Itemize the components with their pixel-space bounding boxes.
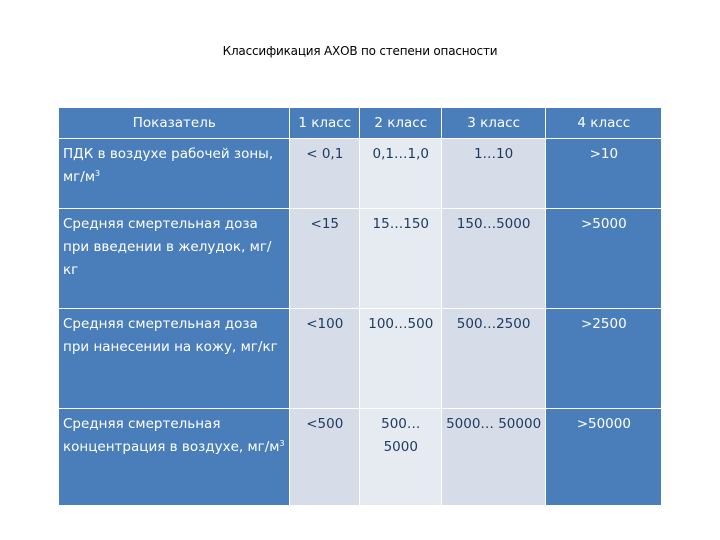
row-label: Средняя смертельная доза при нанесении на кожу, мг/кг — [59, 309, 290, 409]
row-label: Средняя смертельная концентрация в воздухе, $мг/м^3$ — [59, 409, 290, 506]
table-cell: 150…5000 — [441, 209, 545, 309]
table-cell: 500…2500 — [441, 309, 545, 409]
table-cell: >10 — [545, 139, 661, 209]
table-cell: 0,1…1,0 — [359, 139, 441, 209]
hazard-classification-table — [58, 107, 662, 506]
table-cell: 1…10 — [441, 139, 545, 209]
row-label: ПДК в воздухе рабочей зоны, $мг/м^3$ — [59, 139, 290, 209]
column-header-class-1: 1 класс — [289, 108, 359, 139]
table-cell: >50000 — [545, 409, 661, 506]
table-row — [59, 409, 662, 506]
table-row — [59, 309, 662, 409]
column-header-indicator: Показатель — [59, 108, 290, 139]
table-cell: <15 — [289, 209, 359, 309]
table-cell: 5000… 50000 — [441, 409, 545, 506]
table-cell: <500 — [289, 409, 359, 506]
table-row — [59, 209, 662, 309]
table-cell: < 0,1 — [289, 139, 359, 209]
table-cell: 15…150 — [359, 209, 441, 309]
table-header-row — [59, 108, 662, 139]
column-header-class-4: 4 класс — [545, 108, 661, 139]
table-cell: <100 — [289, 309, 359, 409]
table-cell: 100…500 — [359, 309, 441, 409]
table-cell: >5000 — [545, 209, 661, 309]
table-row — [59, 139, 662, 209]
page-title: Классификация АХОВ по степени опасности — [222, 44, 498, 58]
row-label: Средняя смертельная доза при введении в желудок, мг/кг — [59, 209, 290, 309]
table-cell: >2500 — [545, 309, 661, 409]
column-header-class-3: 3 класс — [441, 108, 545, 139]
column-header-class-2: 2 класс — [359, 108, 441, 139]
table-cell: 500… 5000 — [359, 409, 441, 506]
